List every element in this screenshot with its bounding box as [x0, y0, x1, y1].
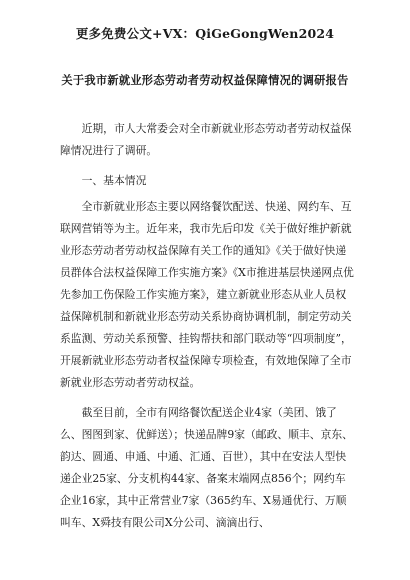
intro-paragraph: 近期，市人大常委会对全市新就业形态劳动者劳动权益保障情况进行了调研。	[60, 122, 352, 157]
watermark-text: 更多免费公文+VX：QiGeGongWen2024	[75, 26, 335, 41]
body-paragraph: 截至目前，全市有网络餐饮配送企业4家（美团、饿了么、图图到家、优鲜送）；快递品牌9家（邮政、顺丰、京东、韵达、圆通、申通、中通、汇通、百世），其中在安法人型快递企业25家、分支机构44家、备案末端网点856个；网约车企业16家，其中正常营业7家（365约车、X易通优行、万顺叫车、X舜技有限公司X分公司、滴滴出行、	[60, 406, 353, 529]
document-body	[60, 118, 356, 542]
document-title: 关于我市新就业形态劳动者劳动权益保障情况的调研报告	[61, 73, 349, 87]
section-heading: 一、基本情况	[81, 174, 147, 187]
body-paragraph: 全市新就业形态主要以网络餐饮配送、快递、网约车、互联网营销等为主。近年来，我市先后印发《关于做好维护新就业形态劳动者劳动权益保障有关工作的通知》《关于做好快递员群体合法权益保障工作实施方案》《X市推进基层快递网点优先参加工伤保险工作实施方案》，建立新就业形态从业人员权益保障机制和新就业形态劳动关系协商协调机制，制定劳动关系监测、劳动关系预警、挂钩帮扶和部门联动等“四项制度”，开展新就业形态劳动者权益保障专项检查，有效地保障了全市新就业形态劳动者劳动权益。	[60, 200, 354, 389]
